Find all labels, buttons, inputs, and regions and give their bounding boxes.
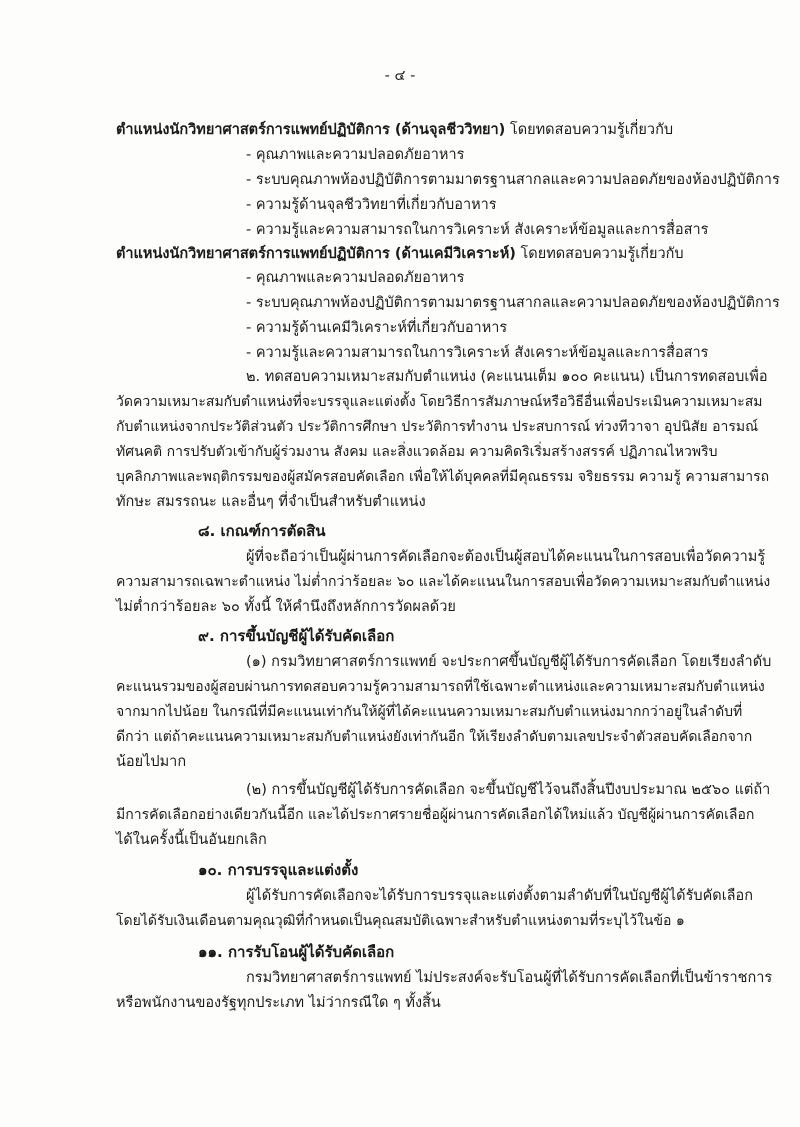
section-9-heading: ๙. การขึ้นบัญชีผู้ได้รับคัดเลือก bbox=[198, 627, 395, 645]
section-9-p2-line: ได้ในครั้งนี้เป็นอันยกเลิก bbox=[116, 832, 267, 848]
micro-item: - ความรู้ด้านจุลชีววิทยาที่เกี่ยวกับอาหาร bbox=[246, 197, 497, 213]
section-9-p2-line: (๒) การขึ้นบัญชีผู้ได้รับการคัดเลือก จะขึ้นบัญชีไว้จนถึงสิ้นปีงบประมาณ ๒๕๖๐ แต่ถ้า bbox=[246, 782, 771, 798]
micro-item: - ความรู้และความสามารถในการวิเคราะห์ สังเคราะห์ข้อมูลและการสื่อสาร bbox=[246, 222, 709, 238]
section-8-line: ไม่ต่ำกว่าร้อยละ ๖๐ ทั้งนี้ ให้คำนึงถึงหลักการวัดผลด้วย bbox=[116, 599, 456, 615]
suitability-line: กับตำแหน่งจากประวัติส่วนตัว ประวัติการศึกษา ประวัติการทำงาน ประสบการณ์ ท่วงทีวาจา อุปนิสัย อารมณ์ bbox=[116, 419, 759, 435]
section-10-line: โดยได้รับเงินเดือนตามคุณวุฒิที่กำหนดเป็นคุณสมบัติเฉพาะสำหรับตำแหน่งตามที่ระบุไว้ในข้อ ๑ bbox=[116, 913, 685, 929]
section-9-p2-line: มีการคัดเลือกอย่างเดียวกันนี้อีก และได้ประกาศรายชื่อผู้ผ่านการคัดเลือกได้ใหม่แล้ว บัญชีผู้ผ่านการคัดเลือก bbox=[116, 807, 755, 823]
section-10-heading: ๑๐. การบรรจุและแต่งตั้ง bbox=[198, 861, 359, 879]
suitability-line: ทัศนคติ การปรับตัวเข้ากับผู้ร่วมงาน สังคม และสิ่งแวดล้อม ความคิดริเริ่มสร้างสรรค์ ปฏิภาณไหวพริบ bbox=[116, 444, 718, 460]
section-8-line: ผู้ที่จะถือว่าเป็นผู้ผ่านการคัดเลือกจะต้องเป็นผู้สอบได้คะแนนในการสอบเพื่อวัดความรู้ bbox=[246, 549, 766, 565]
suitability-line: บุคลิกภาพและพฤติกรรมของผู้สมัครสอบคัดเลือก เพื่อให้ได้บุคคลที่มีคุณธรรม จริยธรรม ความรู้ ความสามารถ bbox=[116, 469, 770, 485]
section-11-line: กรมวิทยาศาสตร์การแพทย์ ไม่ประสงค์จะรับโอนผู้ที่ได้รับการคัดเลือกที่เป็นข้าราชการ bbox=[246, 970, 773, 986]
section-9-p1-line: จากมากไปน้อย ในกรณีที่มีคะแนนเท่ากันให้ผู้ที่ได้คะแนนความเหมาะสมกับตำแหน่งมากกว่าอยู่ในลำดับที่ bbox=[116, 704, 743, 720]
position-chem-title-bold: ตำแหน่งนักวิทยาศาสตร์การแพทย์ปฏิบัติการ (ด้านเคมีวิเคราะห์) bbox=[116, 246, 516, 262]
chem-item: - ความรู้ด้านเคมีวิเคราะห์ที่เกี่ยวกับอาหาร bbox=[246, 320, 508, 336]
section-8-heading: ๘. เกณฑ์การตัดสิน bbox=[198, 522, 326, 540]
section-9-p1-line: คะแนนรวมของผู้สอบผ่านการทดสอบความรู้ความสามารถที่ใช้เฉพาะตำแหน่งและความเหมาะสมกับตำแหน่ง bbox=[116, 679, 765, 695]
section-11-heading: ๑๑. การรับโอนผู้ได้รับคัดเลือก bbox=[198, 943, 395, 961]
micro-item: - คุณภาพและความปลอดภัยอาหาร bbox=[246, 147, 465, 163]
suitability-line: วัดความเหมาะสมกับตำแหน่งที่จะบรรจุและแต่งตั้ง โดยวิธีการสัมภาษณ์หรือวิธีอื่นเพื่อประเมินความเหมาะสม bbox=[116, 394, 763, 410]
position-chem-title bbox=[116, 244, 684, 264]
section-9-p1-line: ดีกว่า แต่ถ้าคะแนนความเหมาะสมกับตำแหน่งยังเท่ากันอีก ให้เรียงลำดับตามเลขประจำตัวสอบคัดเลือกจาก bbox=[116, 729, 753, 745]
position-micro-title-rest: โดยทดสอบความรู้เกี่ยวกับ bbox=[505, 122, 674, 138]
section-10-line: ผู้ได้รับการคัดเลือกจะได้รับการบรรจุและแต่งตั้งตามลำดับที่ในบัญชีผู้ได้รับคัดเลือก bbox=[246, 888, 754, 904]
micro-item: - ระบบคุณภาพห้องปฏิบัติการตามมาตรฐานสากลและความปลอดภัยของห้องปฏิบัติการ bbox=[246, 172, 780, 188]
section-11-line: หรือพนักงานของรัฐทุกประเภท ไม่ว่ากรณีใด ๆ ทั้งสิ้น bbox=[116, 995, 441, 1011]
chem-item: - คุณภาพและความปลอดภัยอาหาร bbox=[246, 270, 465, 286]
chem-item: - ความรู้และความสามารถในการวิเคราะห์ สังเคราะห์ข้อมูลและการสื่อสาร bbox=[246, 345, 709, 361]
section-9-p1-line: (๑) กรมวิทยาศาสตร์การแพทย์ จะประกาศขึ้นบัญชีผู้ได้รับการคัดเลือก โดยเรียงลำดับ bbox=[246, 654, 772, 670]
position-micro-title bbox=[116, 120, 673, 140]
page-number: - ๔ - bbox=[384, 68, 416, 84]
position-chem-title-rest: โดยทดสอบความรู้เกี่ยวกับ bbox=[515, 246, 684, 262]
chem-item: - ระบบคุณภาพห้องปฏิบัติการตามมาตรฐานสากลและความปลอดภัยของห้องปฏิบัติการ bbox=[246, 295, 780, 311]
position-micro-title-bold: ตำแหน่งนักวิทยาศาสตร์การแพทย์ปฏิบัติการ (ด้านจุลชีววิทยา) bbox=[116, 122, 506, 138]
section-9-p1-line: น้อยไปมาก bbox=[116, 754, 187, 770]
suitability-line: ๒. ทดสอบความเหมาะสมกับตำแหน่ง (คะแนนเต็ม ๑๐๐ คะแนน) เป็นการทดสอบเพื่อ bbox=[246, 369, 768, 385]
suitability-line: ทักษะ สมรรถนะ และอื่นๆ ที่จำเป็นสำหรับตำแหน่ง bbox=[116, 494, 426, 510]
section-8-line: ความสามารถเฉพาะตำแหน่ง ไม่ต่ำกว่าร้อยละ ๖๐ และได้คะแนนในการสอบเพื่อวัดความเหมาะสมกับตำแหน่ง bbox=[116, 574, 771, 590]
